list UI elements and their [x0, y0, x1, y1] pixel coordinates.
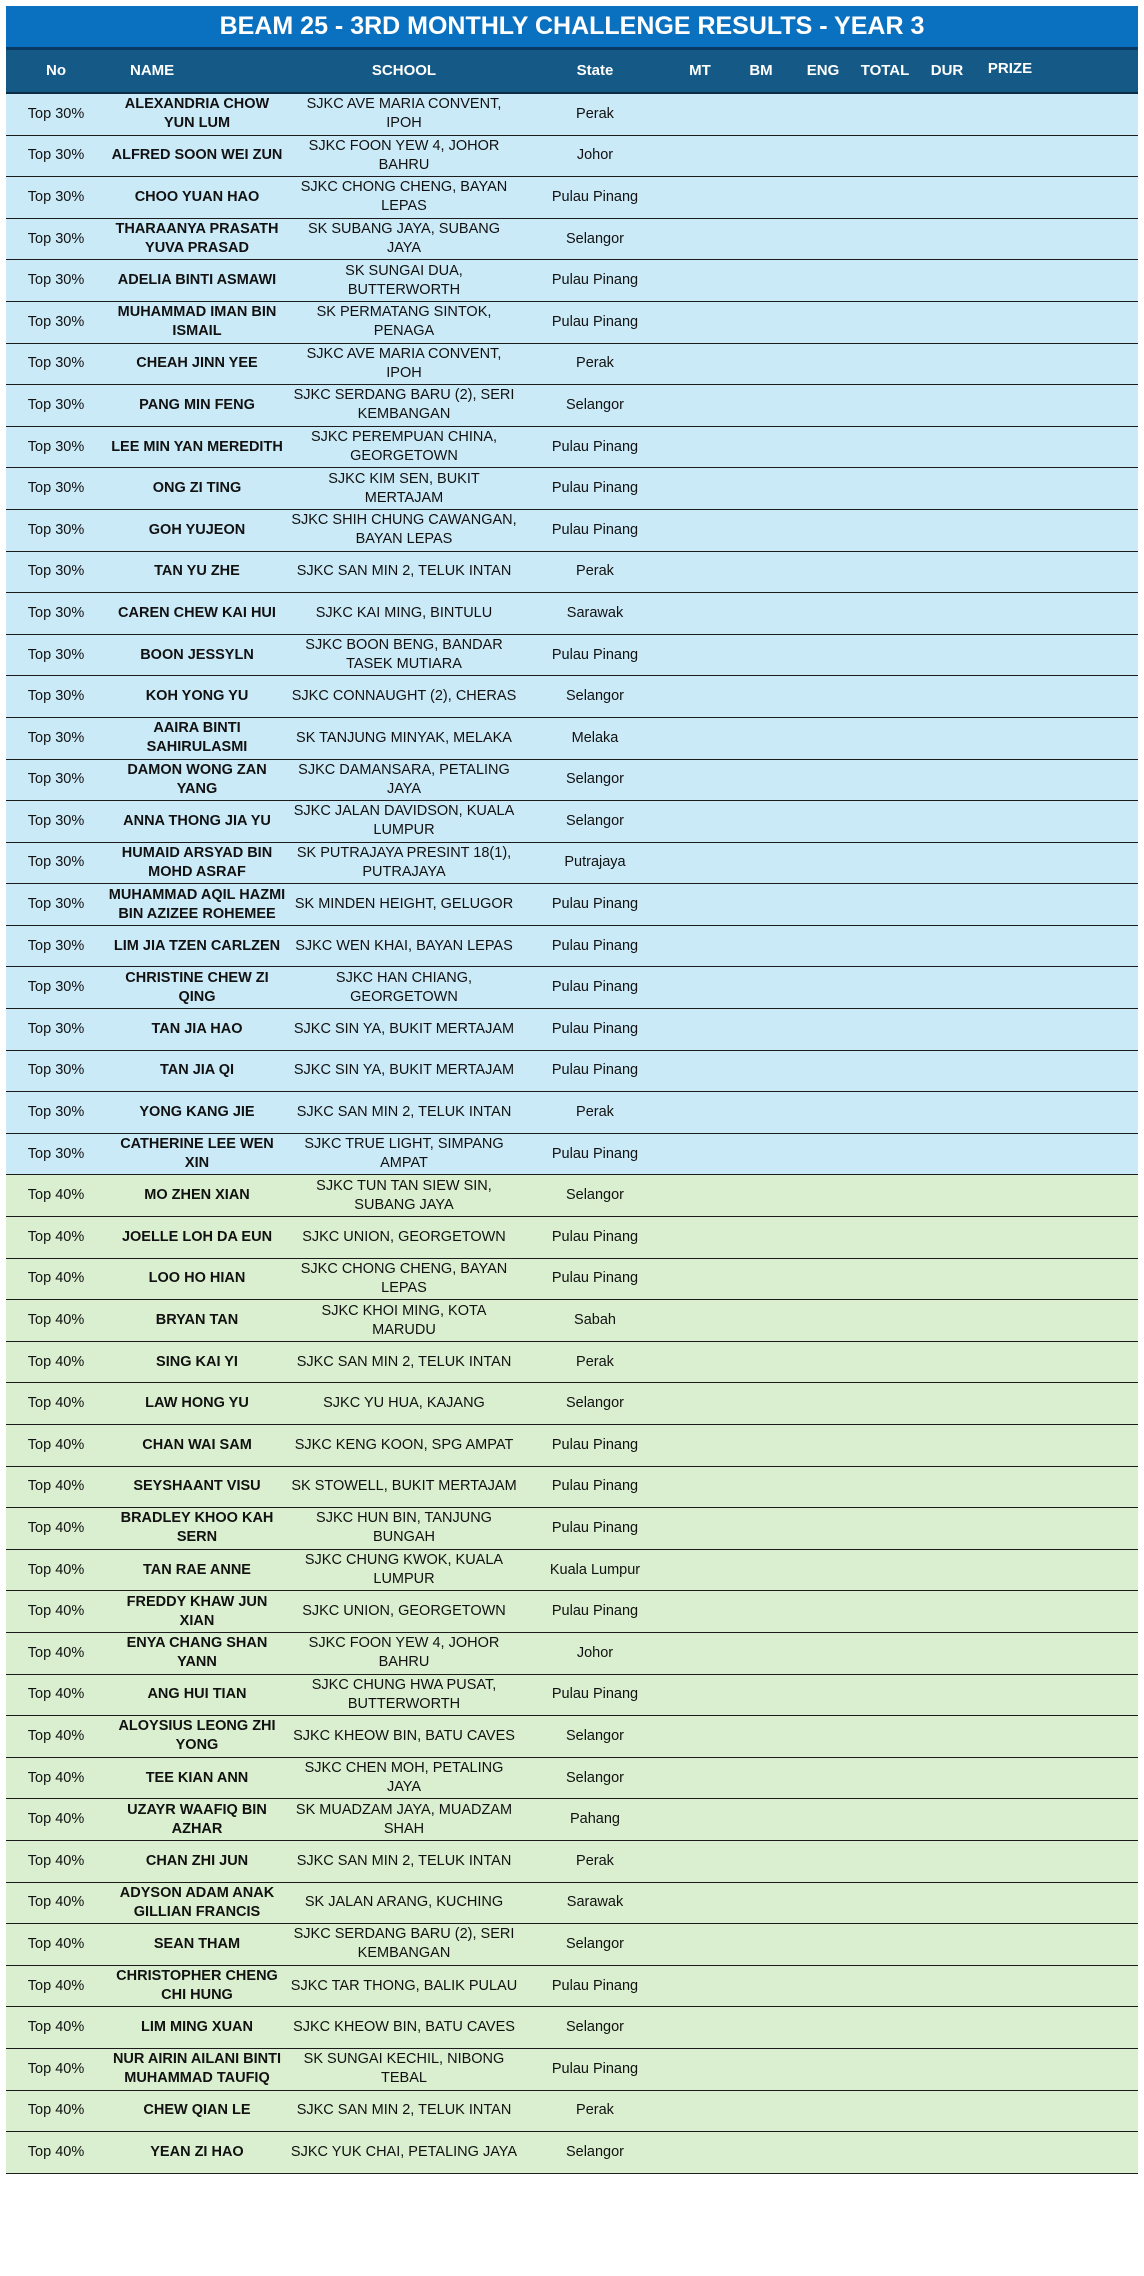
state-cell: Pulau Pinang [551, 646, 639, 663]
school-cell: SJKC SAN MIN 2, TELUK INTAN [296, 1353, 512, 1370]
table-row [6, 385, 1138, 427]
name-cell: TAN JIA QI [159, 1062, 235, 1079]
name-cell: MO ZHEN XIAN [144, 1187, 250, 1204]
name-cell: CHAN WAI SAM [142, 1436, 252, 1453]
table-row [6, 1883, 1138, 1925]
rank-cell: Top 40% [27, 2143, 85, 2160]
rank-cell: Top 30% [27, 646, 85, 663]
name-cell: NUR AIRIN AILANI BINTI MUHAMMAD TAUFIQ [112, 2051, 282, 2087]
state-cell: Pulau Pinang [551, 272, 639, 289]
state-cell: Perak [576, 105, 614, 122]
table-row [6, 94, 1138, 136]
name-cell: CHRISTOPHER CHENG CHI HUNG [116, 1968, 278, 2004]
name-cell: PANG MIN FENG [139, 396, 255, 413]
rank-cell: Top 40% [27, 1852, 85, 1869]
rank-cell: Top 40% [27, 1561, 85, 1578]
state-cell: Pulau Pinang [551, 188, 639, 205]
school-cell: SK MINDEN HEIGHT, GELUGOR [294, 896, 514, 913]
name-cell: KOH YONG YU [145, 688, 249, 705]
state-cell: Perak [576, 2102, 614, 2119]
table-row [6, 1675, 1138, 1717]
school-cell: SJKC YU HUA, KAJANG [323, 1395, 485, 1412]
name-cell: JOELLE LOH DA EUN [121, 1228, 273, 1245]
state-cell: Pulau Pinang [551, 1686, 639, 1703]
table-row [6, 718, 1138, 760]
school-cell: SJKC UNION, GEORGETOWN [302, 1603, 506, 1620]
state-cell: Perak [576, 355, 614, 372]
rank-cell: Top 30% [27, 230, 85, 247]
header-bm: BM [749, 62, 773, 79]
rank-cell: Top 40% [27, 1187, 85, 1204]
school-cell: SJKC HUN BIN, TANJUNG BUNGAH [316, 1510, 492, 1546]
state-cell: Pulau Pinang [551, 1062, 639, 1079]
header-eng: ENG [806, 62, 840, 79]
state-cell: Pulau Pinang [551, 313, 639, 330]
table-row [6, 2132, 1138, 2174]
school-cell: SJKC TUN TAN SIEW SIN, SUBANG JAYA [316, 1177, 492, 1213]
school-cell: SJKC SAN MIN 2, TELUK INTAN [296, 1104, 512, 1121]
school-cell: SJKC KENG KOON, SPG AMPAT [294, 1436, 514, 1453]
state-cell: Perak [576, 563, 614, 580]
table-row [6, 1591, 1138, 1633]
table-row [6, 2049, 1138, 2091]
name-cell: FREDDY KHAW JUN XIAN [126, 1593, 268, 1629]
name-cell: BRADLEY KHOO KAH SERN [120, 1510, 274, 1546]
table-row [6, 1175, 1138, 1217]
rank-cell: Top 30% [27, 1104, 85, 1121]
school-cell: SK STOWELL, BUKIT MERTAJAM [291, 1478, 517, 1495]
table-header [6, 50, 1138, 94]
school-cell: SJKC WEN KHAI, BAYAN LEPAS [295, 937, 513, 954]
school-cell: SJKC KHEOW BIN, BATU CAVES [293, 2019, 515, 2036]
rank-cell: Top 40% [27, 1935, 85, 1952]
table-row [6, 967, 1138, 1009]
table-row [6, 1259, 1138, 1301]
table-row [6, 1383, 1138, 1425]
state-cell: Melaka [571, 729, 619, 746]
school-cell: SJKC DAMANSARA, PETALING JAYA [298, 761, 510, 797]
state-cell: Selangor [565, 1935, 625, 1952]
rank-cell: Top 40% [27, 1727, 85, 1744]
school-cell: SJKC FOON YEW 4, JOHOR BAHRU [308, 1635, 500, 1671]
table-row [6, 427, 1138, 469]
name-cell: CATHERINE LEE WEN XIN [120, 1136, 274, 1172]
name-cell: LEE MIN YAN MEREDITH [111, 438, 283, 455]
table-row [6, 1134, 1138, 1176]
table-row [6, 136, 1138, 178]
table-row [6, 1966, 1138, 2008]
name-cell: ADELIA BINTI ASMAWI [117, 272, 277, 289]
name-cell: ALOYSIUS LEONG ZHI YONG [118, 1718, 276, 1754]
table-row [6, 510, 1138, 552]
rank-cell: Top 40% [27, 1519, 85, 1536]
school-cell: SJKC CHUNG HWA PUSAT, BUTTERWORTH [311, 1676, 497, 1712]
rank-cell: Top 30% [27, 521, 85, 538]
table-row [6, 177, 1138, 219]
name-cell: CAREN CHEW KAI HUI [118, 604, 276, 621]
rank-cell: Top 30% [27, 563, 85, 580]
school-cell: SJKC CHEN MOH, PETALING JAYA [304, 1760, 504, 1796]
school-cell: SJKC PEREMPUAN CHINA, GEORGETOWN [310, 429, 498, 465]
rank-cell: Top 40% [27, 1603, 85, 1620]
rank-cell: Top 30% [27, 771, 85, 788]
state-cell: Pulau Pinang [551, 438, 639, 455]
state-cell: Pulau Pinang [551, 1145, 639, 1162]
rank-cell: Top 30% [27, 480, 85, 497]
table-row [6, 1799, 1138, 1841]
state-cell: Pulau Pinang [551, 1603, 639, 1620]
rank-cell: Top 40% [27, 1395, 85, 1412]
table-row [6, 884, 1138, 926]
state-cell: Selangor [565, 2143, 625, 2160]
school-cell: SJKC CHUNG KWOK, KUALA LUMPUR [304, 1552, 504, 1588]
rank-cell: Top 40% [27, 2102, 85, 2119]
rank-cell: Top 30% [27, 272, 85, 289]
state-cell: Pulau Pinang [551, 1228, 639, 1245]
state-cell: Pulau Pinang [551, 521, 639, 538]
school-cell: SJKC TRUE LIGHT, SIMPANG AMPAT [304, 1136, 504, 1172]
table-row [6, 843, 1138, 885]
school-cell: SJKC HAN CHIANG, GEORGETOWN [335, 969, 473, 1005]
header-no: No [46, 62, 66, 79]
rank-cell: Top 40% [27, 1353, 85, 1370]
name-cell: CHOO YUAN HAO [134, 188, 260, 205]
table-row [6, 926, 1138, 968]
rank-cell: Top 40% [27, 1644, 85, 1661]
school-cell: SJKC KHOI MING, KOTA MARUDU [321, 1302, 487, 1338]
name-cell: YEAN ZI HAO [150, 2143, 244, 2160]
state-cell: Sarawak [566, 604, 624, 621]
rank-cell: Top 40% [27, 1894, 85, 1911]
state-cell: Johor [576, 1644, 614, 1661]
name-cell: GOH YUJEON [148, 521, 246, 538]
school-cell: SJKC FOON YEW 4, JOHOR BAHRU [308, 137, 500, 173]
school-cell: SJKC SAN MIN 2, TELUK INTAN [296, 563, 512, 580]
name-cell: ALEXANDRIA CHOW YUN LUM [124, 96, 270, 132]
state-cell: Selangor [565, 1727, 625, 1744]
state-cell: Pulau Pinang [551, 1436, 639, 1453]
table-row [6, 760, 1138, 802]
table-row [6, 1716, 1138, 1758]
name-cell: DAMON WONG ZAN YANG [127, 761, 267, 797]
state-cell: Selangor [565, 1395, 625, 1412]
name-cell: SING KAI YI [156, 1353, 238, 1370]
rank-cell: Top 30% [27, 313, 85, 330]
state-cell: Sabah [574, 1312, 616, 1329]
rank-cell: Top 30% [27, 188, 85, 205]
results-sheet [6, 6, 1138, 2174]
state-cell: Selangor [565, 2019, 625, 2036]
header-prize: PRIZE [987, 60, 1033, 77]
name-cell: ALFRED SOON WEI ZUN [111, 147, 283, 164]
school-cell: SJKC SERDANG BARU (2), SERI KEMBANGAN [293, 387, 515, 423]
rank-cell: Top 30% [27, 896, 85, 913]
school-cell: SJKC SAN MIN 2, TELUK INTAN [296, 1852, 512, 1869]
name-cell: TAN YU ZHE [154, 563, 240, 580]
rank-cell: Top 30% [27, 688, 85, 705]
rank-cell: Top 30% [27, 812, 85, 829]
state-cell: Pulau Pinang [551, 937, 639, 954]
table-row [6, 1009, 1138, 1051]
rank-cell: Top 30% [27, 854, 85, 871]
state-cell: Putrajaya [564, 854, 626, 871]
name-cell: MUHAMMAD AQIL HAZMI BIN AZIZEE ROHEMEE [108, 886, 286, 922]
school-cell: SJKC YUK CHAI, PETALING JAYA [290, 2143, 518, 2160]
table-row [6, 1425, 1138, 1467]
state-cell: Johor [576, 147, 614, 164]
state-cell: Pulau Pinang [551, 2060, 639, 2077]
state-cell: Selangor [565, 1187, 625, 1204]
rank-cell: Top 30% [27, 937, 85, 954]
state-cell: Pahang [570, 1811, 620, 1828]
table-row [6, 219, 1138, 261]
school-cell: SK PUTRAJAYA PRESINT 18(1), PUTRAJAYA [296, 844, 512, 880]
state-cell: Selangor [565, 812, 625, 829]
name-cell: YONG KANG JIE [139, 1104, 255, 1121]
school-cell: SJKC KHEOW BIN, BATU CAVES [293, 1727, 515, 1744]
state-cell: Perak [576, 1852, 614, 1869]
rank-cell: Top 40% [27, 2019, 85, 2036]
table-row [6, 1508, 1138, 1550]
state-cell: Perak [576, 1353, 614, 1370]
table-row [6, 302, 1138, 344]
state-cell: Selangor [565, 230, 625, 247]
header-dur: DUR [930, 62, 964, 79]
name-cell: ONG ZI TING [152, 480, 242, 497]
rank-cell: Top 30% [27, 396, 85, 413]
state-cell: Kuala Lumpur [549, 1561, 641, 1578]
header-state: State [576, 62, 614, 79]
name-cell: MUHAMMAD IMAN BIN ISMAIL [117, 304, 277, 340]
state-cell: Selangor [565, 688, 625, 705]
name-cell: LIM JIA TZEN CARLZEN [113, 937, 281, 954]
name-cell: LAW HONG YU [145, 1395, 249, 1412]
name-cell: AAIRA BINTI SAHIRULASMI [146, 720, 248, 756]
school-cell: SJKC CONNAUGHT (2), CHERAS [291, 688, 517, 705]
table-row [6, 801, 1138, 843]
name-cell: CHEAH JINN YEE [136, 355, 258, 372]
name-cell: ANNA THONG JIA YU [123, 812, 271, 829]
school-cell: SK SUNGAI DUA, BUTTERWORTH [345, 262, 463, 298]
table-row [6, 1467, 1138, 1509]
page-title: BEAM 25 - 3RD MONTHLY CHALLENGE RESULTS - YEAR 3 [6, 6, 1138, 50]
table-row [6, 344, 1138, 386]
state-cell: Selangor [565, 1769, 625, 1786]
school-cell: SK PERMATANG SINTOK, PENAGA [316, 304, 492, 340]
table-row [6, 1217, 1138, 1259]
results-table-body [6, 94, 1138, 2174]
school-cell: SJKC SHIH CHUNG CAWANGAN, BAYAN LEPAS [291, 512, 517, 548]
state-cell: Pulau Pinang [551, 1270, 639, 1287]
school-cell: SJKC SAN MIN 2, TELUK INTAN [296, 2102, 512, 2119]
school-cell: SJKC SIN YA, BUKIT MERTAJAM [293, 1062, 515, 1079]
table-row [6, 1841, 1138, 1883]
state-cell: Pulau Pinang [551, 896, 639, 913]
school-cell: SJKC AVE MARIA CONVENT, IPOH [306, 96, 502, 132]
name-cell: HUMAID ARSYAD BIN MOHD ASRAF [121, 844, 273, 880]
rank-cell: Top 40% [27, 2060, 85, 2077]
table-row [6, 1342, 1138, 1384]
rank-cell: Top 40% [27, 1478, 85, 1495]
header-mt: MT [689, 62, 711, 79]
rank-cell: Top 30% [27, 979, 85, 996]
table-row [6, 1051, 1138, 1093]
state-cell: Selangor [565, 396, 625, 413]
table-row [6, 635, 1138, 677]
school-cell: SJKC KAI MING, BINTULU [315, 604, 493, 621]
name-cell: TEE KIAN ANN [145, 1769, 249, 1786]
rank-cell: Top 40% [27, 1769, 85, 1786]
table-row [6, 1300, 1138, 1342]
name-cell: ADYSON ADAM ANAK GILLIAN FRANCIS [119, 1884, 275, 1920]
rank-cell: Top 30% [27, 147, 85, 164]
header-school: SCHOOL [371, 62, 437, 79]
rank-cell: Top 30% [27, 355, 85, 372]
state-cell: Sarawak [566, 1894, 624, 1911]
name-cell: UZAYR WAAFIQ BIN AZHAR [127, 1801, 267, 1837]
header-total: TOTAL [860, 62, 910, 79]
table-row [6, 1092, 1138, 1134]
table-row [6, 468, 1138, 510]
state-cell: Selangor [565, 771, 625, 788]
school-cell: SK SUBANG JAYA, SUBANG JAYA [307, 221, 501, 257]
table-row [6, 1758, 1138, 1800]
rank-cell: Top 40% [27, 1228, 85, 1245]
school-cell: SJKC AVE MARIA CONVENT, IPOH [306, 345, 502, 381]
state-cell: Pulau Pinang [551, 1020, 639, 1037]
school-cell: SJKC UNION, GEORGETOWN [302, 1228, 506, 1245]
name-cell: BOON JESSYLN [140, 646, 254, 663]
state-cell: Pulau Pinang [551, 480, 639, 497]
school-cell: SJKC JALAN DAVIDSON, KUALA LUMPUR [293, 803, 515, 839]
name-cell: BRYAN TAN [155, 1312, 239, 1329]
school-cell: SK SUNGAI KECHIL, NIBONG TEBAL [303, 2051, 505, 2087]
rank-cell: Top 40% [27, 1977, 85, 1994]
state-cell: Pulau Pinang [551, 1977, 639, 1994]
table-row [6, 2007, 1138, 2049]
rank-cell: Top 40% [27, 1436, 85, 1453]
name-cell: ENYA CHANG SHAN YANN [126, 1635, 268, 1671]
table-row [6, 1924, 1138, 1966]
rank-cell: Top 40% [27, 1811, 85, 1828]
table-row [6, 593, 1138, 635]
name-cell: LIM MING XUAN [141, 2019, 253, 2036]
school-cell: SJKC SIN YA, BUKIT MERTAJAM [293, 1020, 515, 1037]
school-cell: SK JALAN ARANG, KUCHING [304, 1894, 504, 1911]
rank-cell: Top 30% [27, 438, 85, 455]
school-cell: SJKC BOON BENG, BANDAR TASEK MUTIARA [305, 637, 503, 673]
rank-cell: Top 30% [27, 1020, 85, 1037]
school-cell: SJKC CHONG CHENG, BAYAN LEPAS [300, 179, 508, 215]
school-cell: SJKC TAR THONG, BALIK PULAU [290, 1977, 518, 1994]
table-row [6, 552, 1138, 594]
table-row [6, 1550, 1138, 1592]
name-cell: CHRISTINE CHEW ZI QING [125, 969, 269, 1005]
school-cell: SJKC SERDANG BARU (2), SERI KEMBANGAN [293, 1926, 515, 1962]
name-cell: TAN RAE ANNE [143, 1561, 251, 1578]
table-row [6, 1633, 1138, 1675]
rank-cell: Top 40% [27, 1312, 85, 1329]
name-cell: SEAN THAM [153, 1935, 241, 1952]
rank-cell: Top 30% [27, 604, 85, 621]
school-cell: SJKC KIM SEN, BUKIT MERTAJAM [328, 470, 480, 506]
rank-cell: Top 30% [27, 1145, 85, 1162]
name-cell: LOO HO HIAN [148, 1270, 246, 1287]
rank-cell: Top 40% [27, 1686, 85, 1703]
header-name: NAME [130, 62, 175, 79]
school-cell: SK MUADZAM JAYA, MUADZAM SHAH [295, 1801, 513, 1837]
rank-cell: Top 30% [27, 1062, 85, 1079]
state-cell: Perak [576, 1104, 614, 1121]
name-cell: CHAN ZHI JUN [145, 1852, 249, 1869]
table-row [6, 676, 1138, 718]
state-cell: Pulau Pinang [551, 1478, 639, 1495]
table-row [6, 260, 1138, 302]
name-cell: SEYSHAANT VISU [133, 1478, 261, 1495]
rank-cell: Top 30% [27, 105, 85, 122]
state-cell: Pulau Pinang [551, 1519, 639, 1536]
school-cell: SJKC CHONG CHENG, BAYAN LEPAS [300, 1260, 508, 1296]
rank-cell: Top 30% [27, 729, 85, 746]
state-cell: Pulau Pinang [551, 979, 639, 996]
rank-cell: Top 40% [27, 1270, 85, 1287]
name-cell: TAN JIA HAO [151, 1020, 243, 1037]
table-row [6, 2091, 1138, 2133]
name-cell: THARAANYA PRASATH YUVA PRASAD [115, 221, 279, 257]
school-cell: SK TANJUNG MINYAK, MELAKA [296, 729, 512, 746]
name-cell: CHEW QIAN LE [143, 2102, 251, 2119]
name-cell: ANG HUI TIAN [147, 1686, 247, 1703]
